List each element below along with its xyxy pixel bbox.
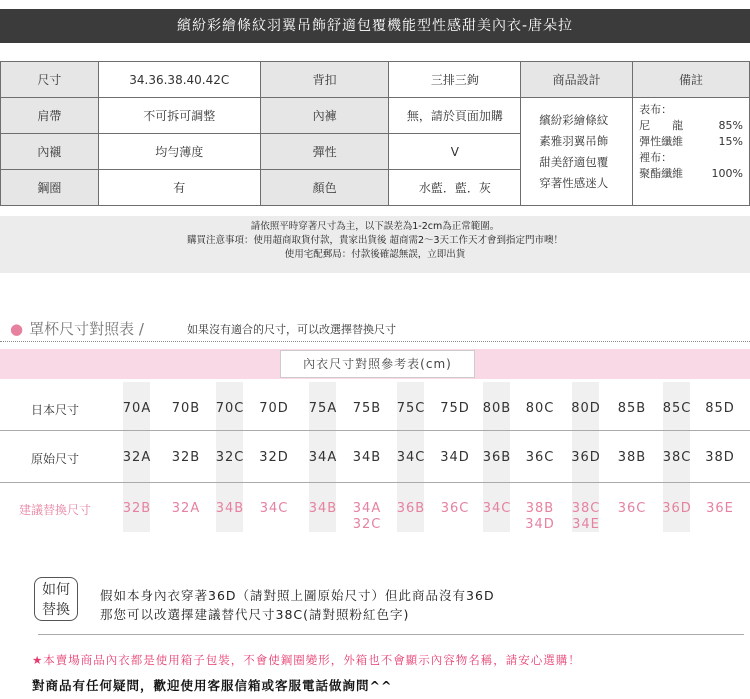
row-divider (0, 482, 750, 483)
fabric-pct: 100% (711, 167, 743, 180)
cup-size-cell: 32D (259, 450, 289, 465)
cup-size-cell: 32A (171, 501, 201, 516)
cup-size-cell: 75A (308, 401, 338, 416)
pants-value: 無，請於頁面加購 (389, 98, 521, 134)
cup-section-subtitle: 如果沒有適合的尺寸，可以改選擇替換尺寸 (187, 323, 396, 336)
how-box-line: 如何 (42, 582, 70, 598)
cup-size-cell: 34A (308, 450, 338, 465)
design-line: 素雅羽翼吊飾 (539, 133, 609, 148)
cup-size-cell: 70D (259, 401, 289, 416)
cup-size-cell: 36D (571, 450, 601, 465)
cup-size-cell: 36B (396, 501, 426, 516)
pants-label: 內褲 (260, 98, 389, 134)
how-box-line: 替換 (42, 602, 70, 618)
cup-size-cell: 75D (440, 401, 470, 416)
cup-size-cell: 75C (396, 401, 426, 416)
cup-size-cell: 34D (440, 450, 470, 465)
spec-table (0, 61, 750, 206)
cup-row-label: 原始尺寸 (30, 452, 79, 466)
cup-size-cell: 32C (215, 450, 245, 465)
design-line: 甜美舒適包覆 (539, 154, 609, 169)
cup-size-cell: 85D (705, 401, 735, 416)
bullet-dot-icon: ● (10, 320, 24, 338)
lining-value: 均勻薄度 (98, 134, 260, 170)
back-value: 三排三鉤 (389, 62, 521, 98)
fabric-pct: 85% (718, 119, 743, 132)
cup-size-cell: 34B (308, 501, 338, 516)
how-line: 那您可以改選擇建議替代尺寸38C(請對照粉紅色字) (100, 607, 410, 622)
fabric-name: 彈性纖維 (639, 135, 684, 148)
cup-size-cell: 38B (617, 450, 647, 465)
cup-size-cell: 36E (706, 501, 734, 516)
design-label: 商品設計 (521, 62, 633, 98)
cup-row-label: 日本尺寸 (30, 403, 79, 417)
notice-line: 使用宅配郵局：付款後確認無誤，立即出貨 (284, 249, 466, 260)
how-line: 假如本身內衣穿著36D（請對照上圖原始尺寸）但此商品沒有36D (100, 588, 495, 603)
notice-line: 購買注意事項：使用超商取貨付款，貴家出貨後 超商需2～3天工作天才會到指定門市噢！ (186, 235, 564, 246)
page-title: 繽紛彩繪條紋羽翼吊飾舒適包覆機能型性感甜美內衣-唐朵拉 (0, 9, 750, 43)
fabric-name: 聚酯纖維 (639, 167, 684, 180)
cup-size-cell: 80D (571, 401, 601, 416)
elastic-value: V (389, 134, 521, 170)
cup-size-cell: 80B (482, 401, 512, 416)
notice-line: 請依照平時穿著尺寸為主，以下誤差為1-2cm為正常範圍。 (250, 221, 500, 232)
size-value: 34.36.38.40.42C (98, 62, 260, 98)
cup-size-cell: 36C (525, 450, 555, 465)
color-label: 顏色 (260, 170, 389, 206)
strap-label: 肩帶 (1, 98, 99, 134)
fabric-pct: 15% (718, 135, 743, 148)
cup-size-cell: 32B (171, 450, 201, 465)
cup-size-cell: 36C (440, 501, 470, 516)
cup-row-label: 建議替換尺寸 (18, 503, 91, 517)
cup-size-cell: 38D (705, 450, 735, 465)
cup-section-title-text: 罩杯尺寸對照表 / (29, 320, 144, 338)
design-line: 繽紛彩繪條紋 (539, 112, 609, 127)
lining-label: 內襯 (1, 134, 99, 170)
purchase-notice (0, 216, 750, 273)
how-to-swap-badge (34, 577, 78, 621)
row-divider (0, 430, 750, 431)
dotted-divider (0, 341, 750, 342)
remark-label: 備註 (633, 62, 750, 98)
cup-size-cell: 34C (482, 501, 512, 516)
design-line: 穿著性感迷人 (539, 175, 609, 190)
cup-size-cell: 70A (122, 401, 152, 416)
strap-value: 不可拆可調整 (98, 98, 260, 134)
back-label: 背扣 (260, 62, 389, 98)
cup-size-cell: 34B (352, 450, 382, 465)
cup-size-cell: 80C (525, 401, 555, 416)
cup-size-cell: 34B (215, 501, 245, 516)
inner-label: 裡布： (639, 151, 673, 164)
cup-size-cell: 32B (122, 501, 152, 516)
cup-size-cell: 34A 32C (352, 501, 382, 532)
divider (38, 634, 744, 635)
cup-size-cell: 36B (482, 450, 512, 465)
reference-band-label: 內衣尺寸對照參考表(cm) (280, 350, 475, 378)
fabric-name: 尼 龍 (639, 119, 684, 132)
color-value: 水藍．藍．灰 (389, 170, 521, 206)
outer-label: 表布： (639, 103, 673, 116)
cup-size-cell: 36D (662, 501, 692, 516)
cup-size-cell: 38B 34D (525, 501, 555, 532)
design-value (521, 98, 633, 206)
size-label: 尺寸 (1, 62, 99, 98)
remark-value (633, 98, 750, 206)
cup-size-cell: 70B (171, 401, 201, 416)
cup-size-cell: 34C (396, 450, 426, 465)
packaging-note: ★本賣場商品內衣都是使用箱子包裝，不會使鋼圈變形，外箱也不會顯示內容物名稱，請安心選購！ (32, 653, 581, 667)
wire-label: 鋼圈 (1, 170, 99, 206)
cup-size-cell: 75B (352, 401, 382, 416)
wire-value: 有 (98, 170, 260, 206)
cup-size-cell: 32A (122, 450, 152, 465)
contact-note: 對商品有任何疑問，歡迎使用客服信箱或客服電話做詢問^^ (32, 678, 393, 693)
cup-size-cell: 34C (259, 501, 289, 516)
elastic-label: 彈性 (260, 134, 389, 170)
cup-size-cell: 85C (662, 401, 692, 416)
cup-size-cell: 38C (662, 450, 692, 465)
how-to-swap-text (100, 586, 495, 624)
cup-size-cell: 85B (617, 401, 647, 416)
cup-size-cell: 38C 34E (571, 501, 601, 532)
cup-size-cell: 70C (215, 401, 245, 416)
cup-size-cell: 36C (617, 501, 647, 516)
cup-section-title (10, 318, 144, 339)
